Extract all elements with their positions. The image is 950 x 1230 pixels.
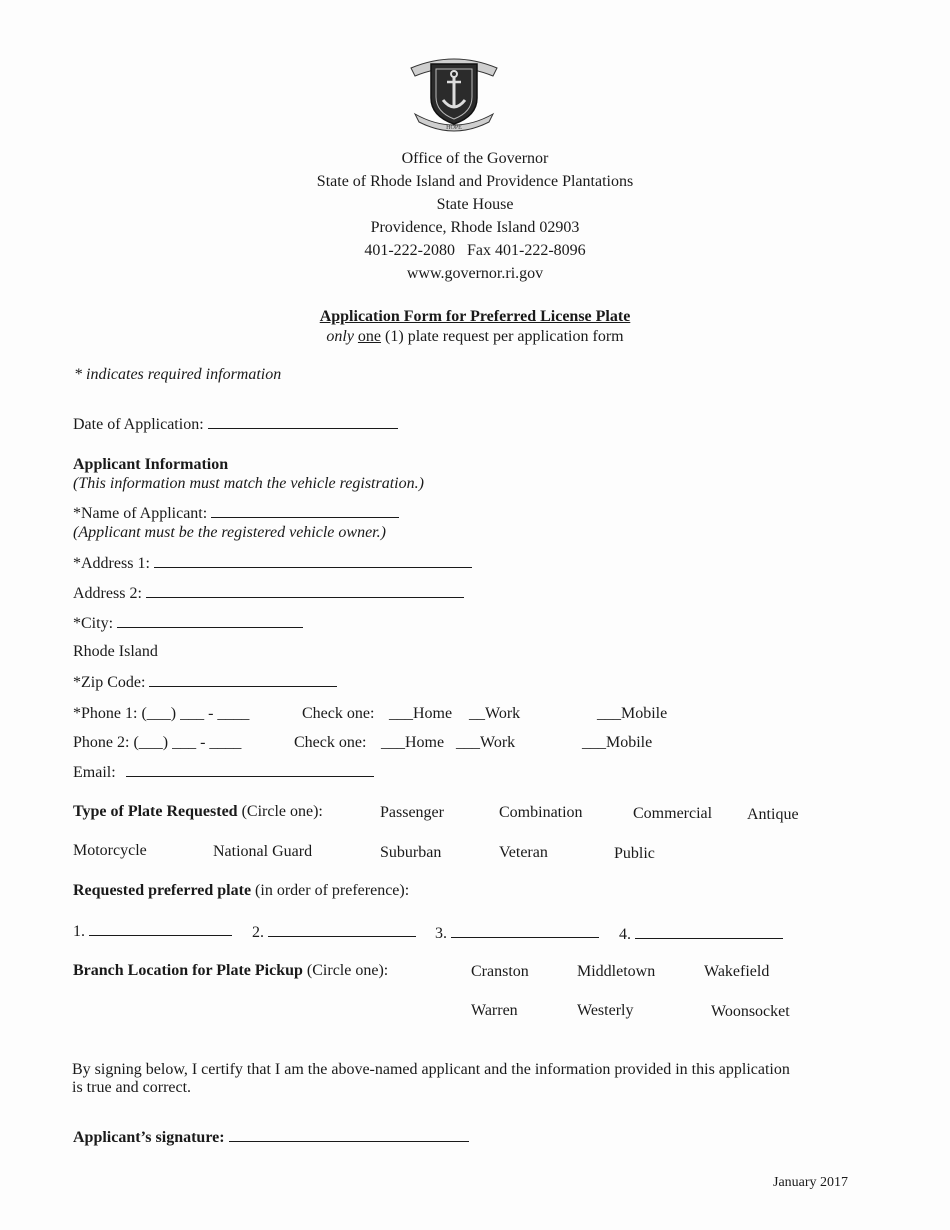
branch-option-middletown[interactable]: Middletown (577, 963, 656, 980)
plate-type-label (73, 802, 323, 822)
plate-option-passenger[interactable]: Passenger (380, 804, 444, 821)
zip-input-line[interactable] (149, 672, 337, 687)
plate-type-label-bold: Type of Plate Requested (73, 803, 238, 820)
preferred-input-line-1[interactable] (89, 921, 232, 936)
branch-option-woonsocket[interactable]: Woonsocket (711, 1003, 790, 1020)
date-field[interactable] (73, 414, 398, 435)
branch-option-warren[interactable]: Warren (471, 1002, 518, 1019)
city-label: *City: (73, 615, 114, 632)
branch-label (73, 961, 388, 981)
date-input-line[interactable] (208, 414, 398, 429)
required-note: * indicates required information (74, 366, 282, 383)
zip-label: *Zip Code: (73, 674, 146, 691)
preferred-choice-2[interactable] (252, 922, 416, 943)
preferred-choice-3[interactable] (435, 923, 599, 944)
name-input-line[interactable] (211, 503, 399, 518)
signature-label: Applicant’s signature: (73, 1129, 225, 1146)
preferred-plate-label (73, 881, 409, 901)
subtitle-one: one (357, 328, 382, 345)
address2-field[interactable] (73, 583, 464, 604)
name-note: (Applicant must be the registered vehicle owner.) (73, 524, 386, 541)
preferred-choice-1[interactable] (73, 921, 232, 942)
preferred-number-4: 4. (619, 926, 631, 943)
header-state: State of Rhode Island and Providence Plantations (316, 173, 634, 190)
phone1-home-option[interactable]: ___Home (389, 705, 453, 722)
plate-type-label-rest: (Circle one): (237, 803, 323, 820)
branch-option-cranston[interactable]: Cranston (471, 963, 529, 980)
signature-field[interactable] (73, 1127, 469, 1148)
phone1-field[interactable]: *Phone 1: (___) ___ - ____ (73, 705, 250, 722)
name-field[interactable] (73, 503, 399, 524)
date-label: Date of Application: (73, 416, 204, 433)
name-label: *Name of Applicant: (73, 505, 208, 522)
branch-label-bold: Branch Location for Plate Pickup (73, 962, 303, 979)
preferred-input-line-4[interactable] (635, 924, 783, 939)
state-value: Rhode Island (73, 643, 158, 660)
plate-option-commercial[interactable]: Commercial (633, 805, 713, 822)
header-address: Providence, Rhode Island 02903 (370, 219, 580, 236)
plate-option-national-guard[interactable]: National Guard (213, 843, 313, 860)
branch-option-wakefield[interactable]: Wakefield (704, 963, 770, 980)
applicant-note: (This information must match the vehicle registration.) (73, 475, 424, 492)
preferred-input-line-2[interactable] (268, 922, 416, 937)
preferred-plate-label-rest: (in order of preference): (251, 882, 410, 899)
plate-option-antique[interactable]: Antique (747, 806, 799, 823)
form-subtitle (0, 325, 950, 348)
phone1-work-option[interactable]: __Work (469, 705, 521, 722)
phone1-check-one: Check one: (302, 705, 375, 722)
form-title: Application Form for Preferred License Plate (319, 308, 631, 325)
branch-option-westerly[interactable]: Westerly (577, 1002, 634, 1019)
signature-input-line[interactable] (229, 1127, 469, 1142)
address1-label: *Address 1: (73, 555, 150, 572)
address2-input-line[interactable] (146, 583, 464, 598)
phone2-field[interactable]: Phone 2: (___) ___ - ____ (73, 734, 242, 751)
preferred-number-1: 1. (73, 923, 85, 940)
phone2-home-option[interactable]: ___Home (381, 734, 445, 751)
address1-field[interactable] (73, 553, 472, 574)
city-field[interactable] (73, 613, 303, 634)
email-field[interactable] (73, 762, 374, 783)
city-input-line[interactable] (117, 613, 303, 628)
preferred-number-2: 2. (252, 924, 264, 941)
plate-option-veteran[interactable]: Veteran (499, 844, 548, 861)
branch-label-rest: (Circle one): (302, 962, 389, 979)
footer-date: January 2017 (773, 1175, 849, 1190)
plate-option-motorcycle[interactable]: Motorcycle (73, 842, 147, 859)
address2-label: Address 2: (73, 585, 142, 602)
header-phones: 401-222-2080 Fax 401-222-8096 (364, 242, 586, 259)
address1-input-line[interactable] (154, 553, 472, 568)
applicant-heading: Applicant Information (73, 456, 229, 473)
header-building: State House (436, 196, 514, 213)
subtitle-rest: (1) plate request per application form (381, 328, 624, 345)
phone2-check-one: Check one: (294, 734, 367, 751)
phone2-mobile-option[interactable]: ___Mobile (582, 734, 653, 751)
plate-option-combination[interactable]: Combination (499, 804, 583, 821)
plate-option-public[interactable]: Public (614, 845, 655, 862)
header-website[interactable]: www.governor.ri.gov (406, 265, 544, 282)
phone1-mobile-option[interactable]: ___Mobile (597, 705, 668, 722)
certify-line-1: By signing below, I certify that I am the above-named applicant and the information provided in this application (72, 1061, 790, 1078)
plate-option-suburban[interactable]: Suburban (380, 844, 442, 861)
subtitle-only: only (326, 328, 354, 345)
state-seal-icon (409, 50, 499, 132)
email-label: Email: (73, 764, 116, 781)
preferred-choice-4[interactable] (619, 924, 783, 945)
preferred-input-line-3[interactable] (451, 923, 599, 938)
header-office: Office of the Governor (401, 150, 549, 167)
zip-field[interactable] (73, 672, 337, 693)
svg-text:HOPE: HOPE (446, 125, 462, 131)
phone2-work-option[interactable]: ___Work (456, 734, 516, 751)
preferred-plate-label-bold: Requested preferred plate (73, 882, 252, 899)
certify-line-2: is true and correct. (72, 1079, 192, 1096)
email-input-line[interactable] (126, 762, 374, 777)
preferred-number-3: 3. (435, 925, 447, 942)
